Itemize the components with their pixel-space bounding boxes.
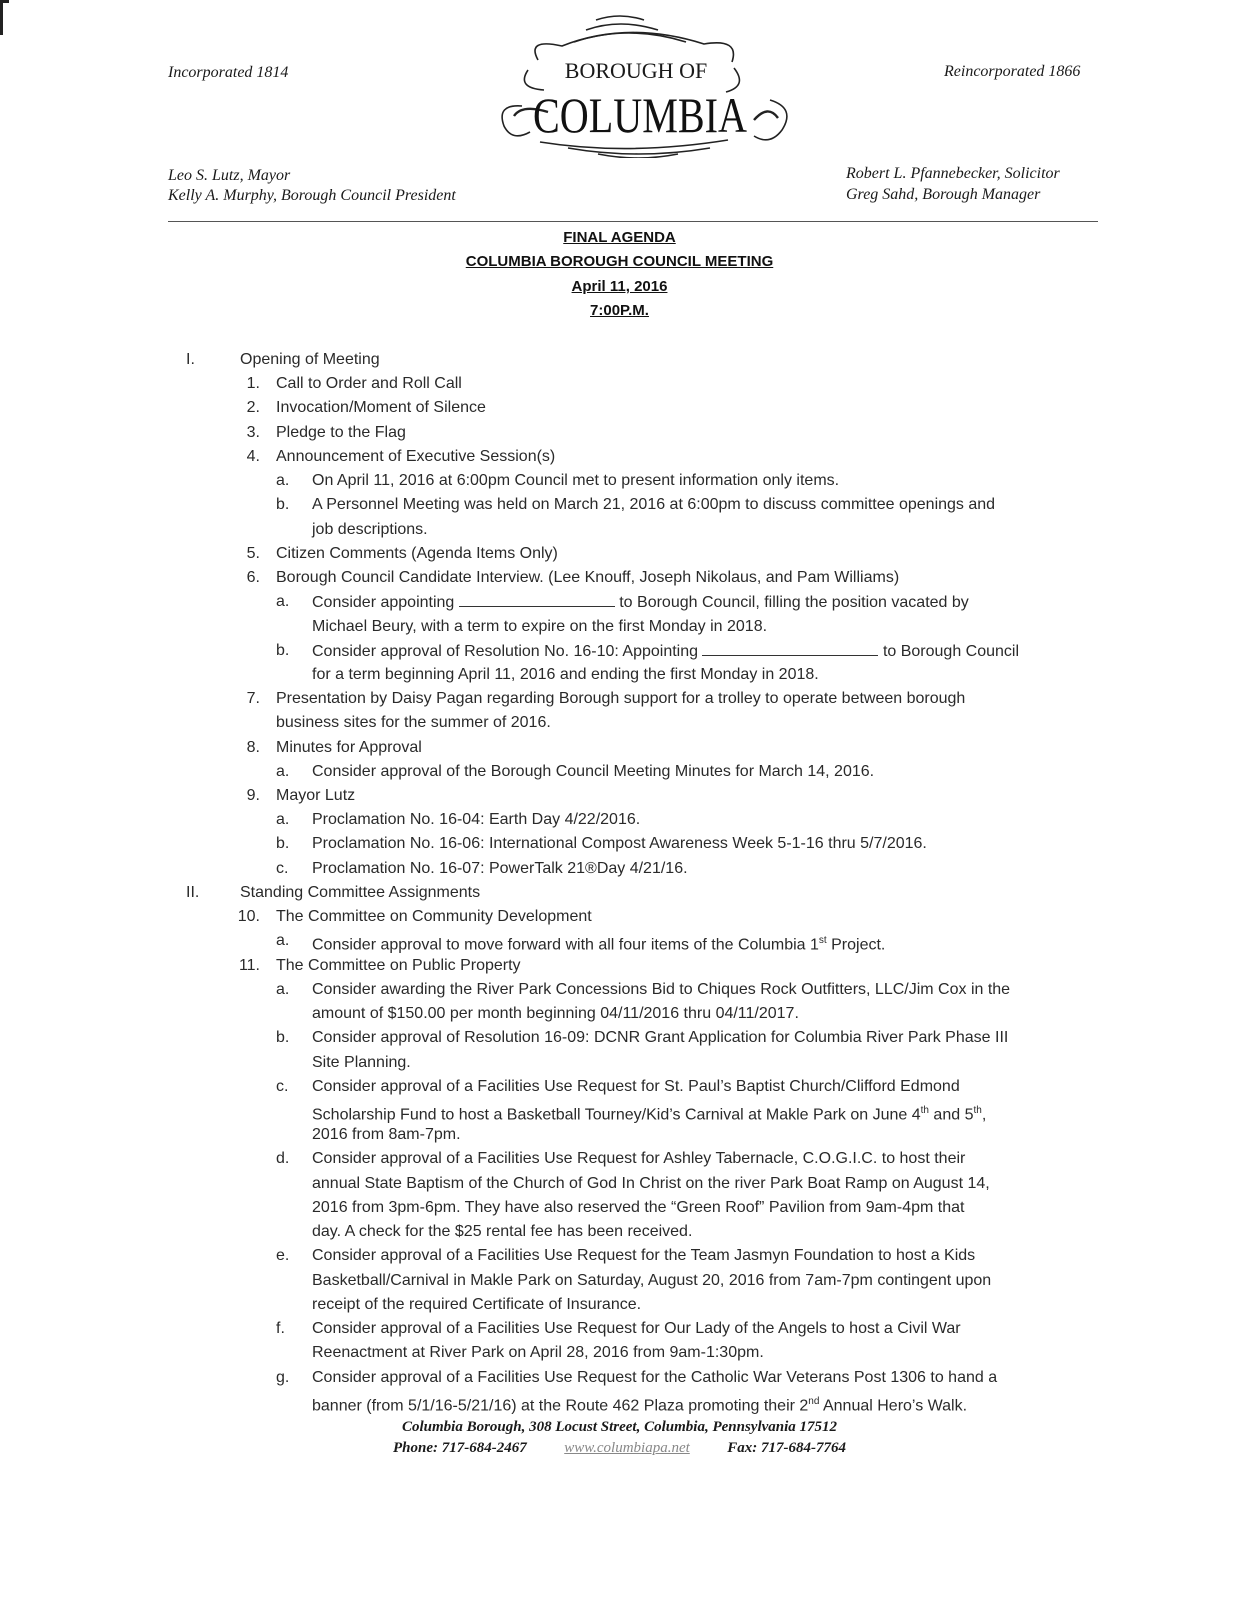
incorporated-text: Incorporated 1814 [168, 64, 289, 81]
logo-top-text: BOROUGH OF [564, 58, 708, 83]
section-numeral: II. [186, 884, 200, 901]
subitem-text: Proclamation No. 16-06: International Compost Awareness Week 5-1-16 thru 5/7/2016. [312, 835, 927, 852]
subitem-letter: b. [276, 1029, 290, 1046]
subitem-text-cont: job descriptions. [312, 521, 428, 538]
item-number: 6. [246, 569, 260, 586]
subitem-text: Consider approval of a Facilities Use Request for the Team Jasmyn Foundation to host a Kids [312, 1247, 976, 1264]
subitem-text-cont: amount of $150.00 per month beginning 04/11/2016 thru 04/11/2017. [312, 1005, 799, 1022]
logo-main-text: COLUMBIA [533, 87, 747, 143]
item-text: Citizen Comments (Agenda Items Only) [276, 545, 558, 562]
subitem-text: Consider approval of a Facilities Use Request for the Catholic War Veterans Post 1306 to hand a [312, 1369, 998, 1386]
item-number: 2. [246, 399, 260, 416]
subitem-letter: b. [276, 835, 290, 852]
item-text: Call to Order and Roll Call [276, 375, 462, 392]
subitem-letter: a. [276, 932, 290, 949]
subitem-text: Consider approval of Resolution No. 16-10: Appointing [312, 643, 699, 660]
subitem-letter: a. [276, 811, 290, 828]
subitem-text-cont: Reenactment at River Park on April 28, 2016 from 9am-1:30pm. [312, 1344, 764, 1361]
item-number: 8. [246, 739, 260, 756]
ordinal-suffix: nd [808, 1396, 820, 1407]
subitem-text: Project. [826, 936, 886, 954]
subitem-text-cont: for a term beginning April 11, 2016 and ending the first Monday in 2018. [312, 666, 819, 683]
ordinal-suffix: th [973, 1105, 982, 1116]
solicitor-text: Robert L. Pfannebecker, Solicitor [846, 165, 1060, 182]
section-title: Opening of Meeting [240, 351, 380, 368]
subitem-text-cont: Michael Beury, with a term to expire on the first Monday in 2018. [312, 618, 768, 635]
section-numeral: I. [186, 351, 195, 368]
subitem-letter: a. [276, 981, 290, 998]
subitem-text: Consider approval of the Borough Council Meeting Minutes for March 14, 2016. [312, 763, 875, 780]
subitem-letter: c. [276, 860, 289, 877]
section-title: Standing Committee Assignments [240, 884, 481, 901]
subitem-letter: b. [276, 496, 290, 513]
footer-fax: Fax: 717-684-7764 [727, 1440, 847, 1456]
meeting-time: 7:00P.M. [590, 302, 649, 319]
subitem-text-cont [312, 1392, 967, 1416]
subitem-text: Consider appointing [312, 594, 455, 611]
item-text: Minutes for Approval [276, 739, 422, 756]
meeting-date: April 11, 2016 [571, 278, 668, 295]
item-number: 11. [238, 957, 260, 974]
subitem-text: Proclamation No. 16-04: Earth Day 4/22/2016. [312, 811, 641, 828]
subitem-fill-in-line [312, 592, 969, 613]
item-number: 7. [246, 690, 260, 707]
subitem-fill-in-line [312, 641, 1019, 662]
footer-contact [0, 1438, 1239, 1458]
subitem-letter: a. [276, 593, 290, 610]
subitem-letter: g. [276, 1369, 290, 1386]
page-corner-mark [0, 0, 9, 35]
subitem-text: Proclamation No. 16-07: PowerTalk 21®Day 4/21/16. [312, 860, 688, 877]
subitem-text-cont: Site Planning. [312, 1054, 411, 1071]
appointee-blank [459, 592, 615, 607]
subitem-letter: d. [276, 1150, 290, 1167]
item-number: 1. [246, 375, 260, 392]
subitem-text-cont: Basketball/Carnival in Makle Park on Saturday, August 20, 2016 from 7am-7pm contingent upon [312, 1272, 992, 1289]
subitem-text: Consider approval of a Facilities Use Request for Ashley Tabernacle, C.O.G.I.C. to host their [312, 1150, 966, 1167]
item-number: 9. [246, 787, 260, 804]
subitem-text-cont: receipt of the required Certificate of Insurance. [312, 1296, 642, 1313]
council-president-text: Kelly A. Murphy, Borough Council President [168, 187, 456, 204]
reincorporated-text: Reincorporated 1866 [944, 63, 1081, 80]
item-number: 5. [246, 545, 260, 562]
subitem-text: to Borough Council, filling the position vacated by [619, 594, 969, 611]
mayor-text: Leo S. Lutz, Mayor [168, 167, 291, 184]
subitem-text: Scholarship Fund to host a Basketball Tourney/Kid’s Carnival at Makle Park on June 4 [312, 1106, 921, 1124]
ordinal-suffix: st [818, 935, 827, 946]
subitem-text-cont: day. A check for the $25 rental fee has been received. [312, 1223, 693, 1240]
subitem-text-cont: annual State Baptism of the Church of God In Christ on the river Park Boat Ramp on August 14, [312, 1175, 990, 1192]
subitem-text: to Borough Council [882, 643, 1020, 660]
subitem-letter: b. [276, 642, 290, 659]
subitem-text: and 5 [928, 1106, 974, 1124]
subitem-text: Annual Hero’s Walk. [819, 1397, 968, 1415]
subitem-letter: e. [276, 1247, 290, 1264]
subitem-text: Consider awarding the River Park Concessions Bid to Chiques Rock Outfitters, LLC/Jim Cox in the [312, 981, 1011, 998]
subitem-text-cont: 2016 from 8am-7pm. [312, 1126, 461, 1143]
header-divider [168, 221, 1098, 222]
subitem-line [312, 931, 885, 955]
item-text: Borough Council Candidate Interview. (Lee Knouff, Joseph Nikolaus, and Pam Williams) [276, 569, 900, 586]
subitem-text-cont [312, 1101, 986, 1125]
manager-text: Greg Sahd, Borough Manager [846, 186, 1041, 203]
item-text: Invocation/Moment of Silence [276, 399, 486, 416]
item-number: 10. [237, 908, 260, 925]
subitem-text: Consider approval of Resolution 16-09: DCNR Grant Application for Columbia River Park Phase III [312, 1029, 1009, 1046]
footer-address: Columbia Borough, 308 Locust Street, Columbia, Pennsylvania 17512 [401, 1419, 838, 1435]
borough-logo [478, 8, 798, 158]
item-number: 4. [246, 448, 260, 465]
item-text: Mayor Lutz [276, 787, 356, 804]
footer-website-link[interactable]: www.columbiapa.net [564, 1440, 690, 1456]
subitem-letter: a. [276, 472, 290, 489]
item-text: Pledge to the Flag [276, 424, 406, 441]
item-text: The Committee on Public Property [276, 957, 521, 974]
subitem-letter: f. [276, 1320, 285, 1337]
subitem-letter: a. [276, 763, 290, 780]
item-number: 3. [246, 424, 260, 441]
subitem-text: A Personnel Meeting was held on March 21, 2016 at 6:00pm to discuss committee openings and [312, 496, 996, 513]
subitem-text: Consider approval of a Facilities Use Request for Our Lady of the Angels to host a Civil War [312, 1320, 961, 1337]
subitem-text: banner (from 5/1/16-5/21/16) at the Route 462 Plaza promoting their 2 [312, 1397, 809, 1415]
item-text: Presentation by Daisy Pagan regarding Borough support for a trolley to operate between borough [276, 690, 966, 707]
subitem-text: , [981, 1106, 987, 1124]
logo-graphic [478, 8, 798, 158]
item-text: The Committee on Community Development [276, 908, 592, 925]
ordinal-suffix: th [920, 1105, 929, 1116]
subitem-text: Consider approval of a Facilities Use Request for St. Paul’s Baptist Church/Clifford Edmond [312, 1078, 960, 1095]
meeting-title: COLUMBIA BOROUGH COUNCIL MEETING [465, 253, 774, 270]
item-text-cont: business sites for the summer of 2016. [276, 714, 551, 731]
subitem-letter: c. [276, 1078, 289, 1095]
appointee-blank [702, 641, 878, 656]
item-text: Announcement of Executive Session(s) [276, 448, 556, 465]
subitem-text: Consider approval to move forward with all four items of the Columbia 1 [312, 936, 819, 954]
footer-phone: Phone: 717-684-2467 [392, 1440, 527, 1456]
subitem-text-cont: 2016 from 3pm-6pm. They have also reserved the “Green Roof” Pavilion from 9am-4pm that [312, 1199, 965, 1216]
agenda-title: FINAL AGENDA [563, 229, 676, 246]
subitem-text: On April 11, 2016 at 6:00pm Council met to present information only items. [312, 472, 840, 489]
